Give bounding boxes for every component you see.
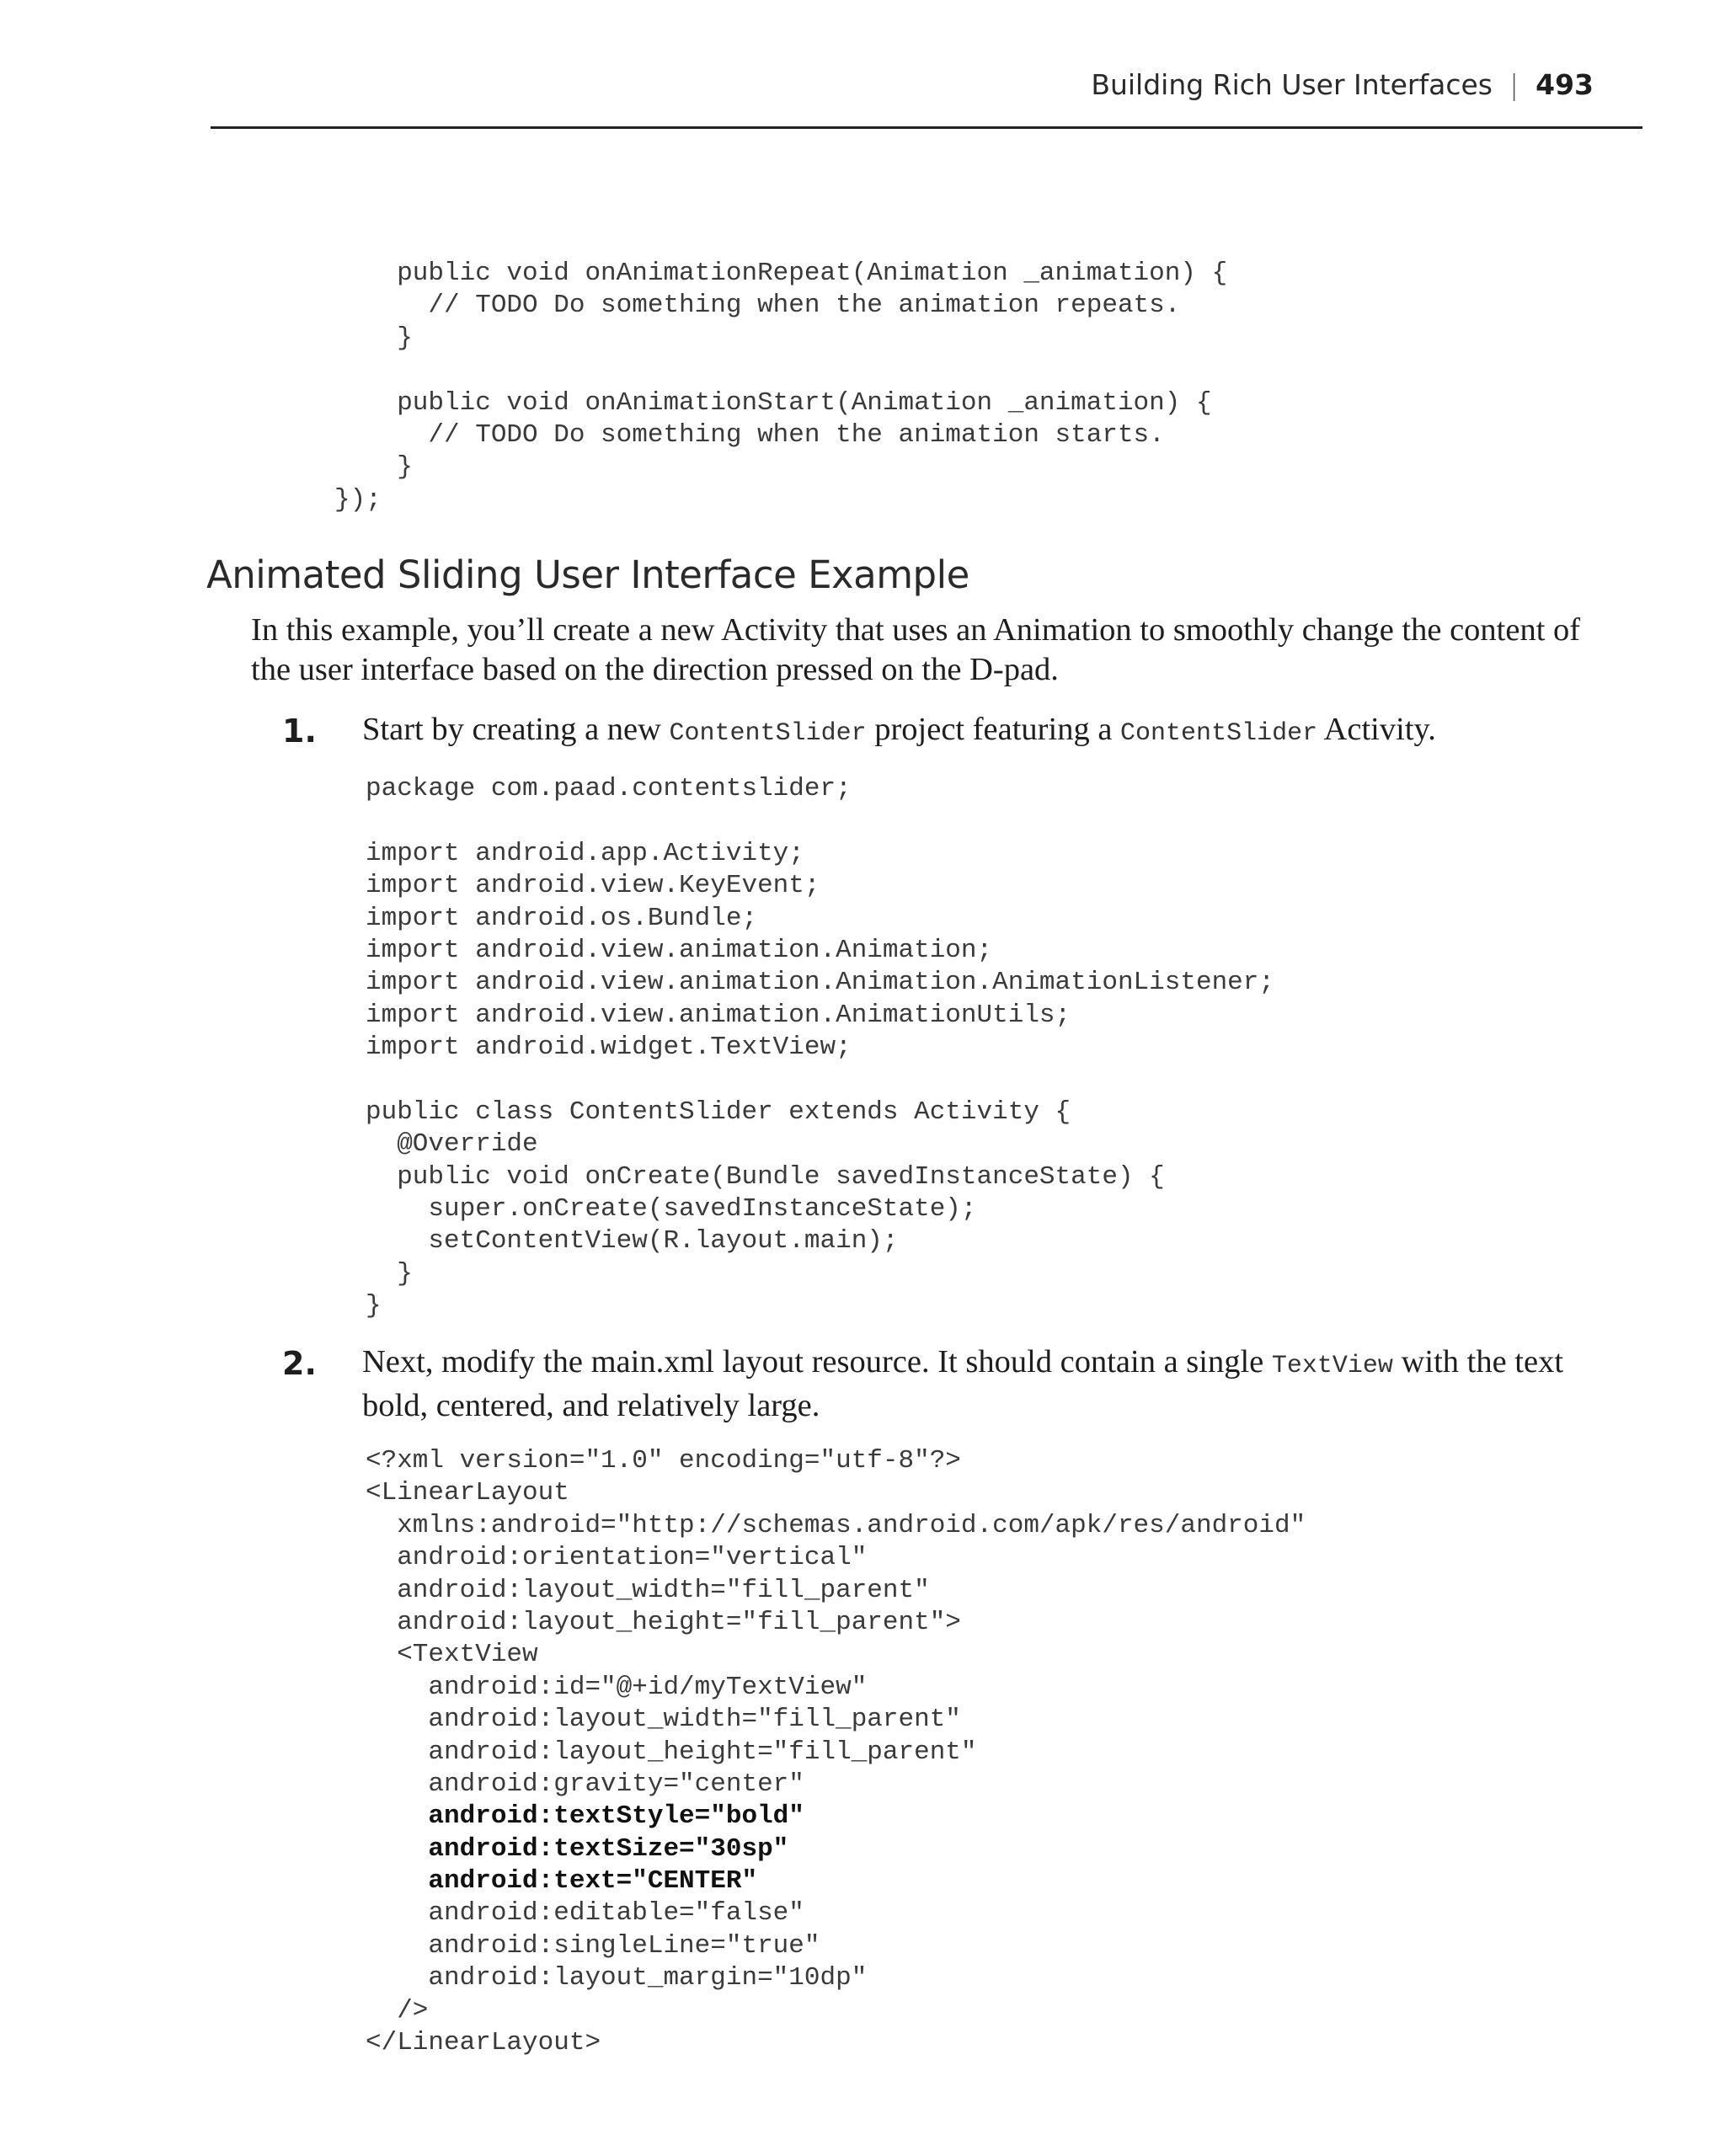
step-1-text <box>362 710 1634 754</box>
code-line: public void onAnimationStart(Animation _animation) { <box>366 387 1212 418</box>
code-line: xmlns:android="http://schemas.android.com/apk/res/android" <box>366 1510 1306 1540</box>
code-line: android:singleLine="true" <box>366 1930 820 1961</box>
section-heading: Animated Sliding User Interface Example <box>206 552 969 597</box>
code-line: android:id="@+id/myTextView" <box>366 1672 868 1702</box>
code-line: }); <box>334 484 382 515</box>
step-2-code-a: TextView <box>1271 1352 1393 1380</box>
code-line <box>366 355 1227 387</box>
code-line-bold: android:textStyle="bold" <box>366 1801 804 1832</box>
step-1-text-b: project featuring a <box>866 712 1121 747</box>
step-1-code-b: ContentSlider <box>1120 719 1318 748</box>
code-block-top <box>334 258 1228 516</box>
step-2-number: 2. <box>282 1345 317 1382</box>
step-1-text-c: Activity. <box>1317 712 1436 747</box>
header-separator: | <box>1509 68 1519 101</box>
code-line: setContentView(R.layout.main); <box>366 1226 899 1257</box>
code-line: <?xml version="1.0" encoding="utf-8"?> <box>366 1446 961 1476</box>
code-line: android:layout_width="fill_parent" <box>366 1575 930 1605</box>
code-line: } <box>366 1291 382 1321</box>
code-line <box>366 1065 1274 1097</box>
code-line: /> <box>366 1995 429 2025</box>
code-line: </LinearLayout> <box>366 2028 601 2058</box>
code-line: android:orientation="vertical" <box>366 1543 868 1573</box>
code-line: import android.view.KeyEvent; <box>366 871 820 901</box>
running-header <box>1091 66 1594 104</box>
code-line: android:editable="false" <box>366 1898 804 1929</box>
step-1-text-a: Start by creating a new <box>362 712 670 747</box>
step-2-text-b: with the text bold, centered, and relatively large. <box>362 1344 1564 1423</box>
code-line-bold: android:textSize="30sp" <box>366 1833 789 1864</box>
code-line: } <box>366 452 413 483</box>
step-1-number: 1. <box>282 712 317 750</box>
code-line: import android.app.Activity; <box>366 838 804 868</box>
code-line: } <box>366 323 413 353</box>
code-line: public class ContentSlider extends Activity { <box>366 1097 1071 1127</box>
code-line: android:layout_width="fill_parent" <box>366 1705 961 1735</box>
code-line: package com.paad.contentslider; <box>366 774 852 803</box>
code-line: android:layout_margin="10dp" <box>366 1963 868 1993</box>
code-line: // TODO Do something when the animation starts. <box>366 419 1165 450</box>
intro-paragraph: In this example, you’ll create a new Activity that uses an Animation to smoothly change the content of the user interface based on the direction pressed on the D-pad. <box>251 612 1581 687</box>
code-line: import android.view.animation.Animation; <box>366 935 993 965</box>
code-line: public void onCreate(Bundle savedInstanceState) { <box>366 1161 1165 1192</box>
code-line: android:layout_height="fill_parent" <box>366 1737 977 1767</box>
code-block-step-2 <box>366 1445 1306 2059</box>
code-line: import android.view.animation.AnimationUtils; <box>366 1000 1071 1030</box>
code-line: <LinearLayout <box>366 1478 569 1508</box>
code-line: android:layout_height="fill_parent"> <box>366 1607 961 1637</box>
code-line: @Override <box>366 1129 538 1160</box>
step-2-text-a: Next, modify the main.xml layout resource. It should contain a single <box>362 1344 1272 1380</box>
code-line-bold: android:text="CENTER" <box>366 1866 758 1897</box>
code-line: import android.os.Bundle; <box>366 903 758 933</box>
step-1-code-a: ContentSlider <box>669 719 867 748</box>
code-line <box>366 805 1274 837</box>
header-rule <box>211 126 1642 129</box>
code-line: <TextView <box>366 1640 538 1670</box>
code-line: import android.view.animation.Animation.AnimationListener; <box>366 968 1274 998</box>
header-title: Building Rich User Interfaces <box>1091 68 1493 101</box>
code-line: super.onCreate(savedInstanceState); <box>366 1194 977 1225</box>
code-line: // TODO Do something when the animation repeats. <box>366 291 1181 321</box>
code-line: android:gravity="center" <box>366 1769 804 1799</box>
code-line: } <box>366 1258 413 1289</box>
code-block-step-1 <box>366 773 1274 1323</box>
code-line: import android.widget.TextView; <box>366 1033 852 1063</box>
code-line: public void onAnimationRepeat(Animation _animation) { <box>366 259 1228 288</box>
step-2-text <box>362 1342 1634 1426</box>
page-number: 493 <box>1535 68 1594 101</box>
